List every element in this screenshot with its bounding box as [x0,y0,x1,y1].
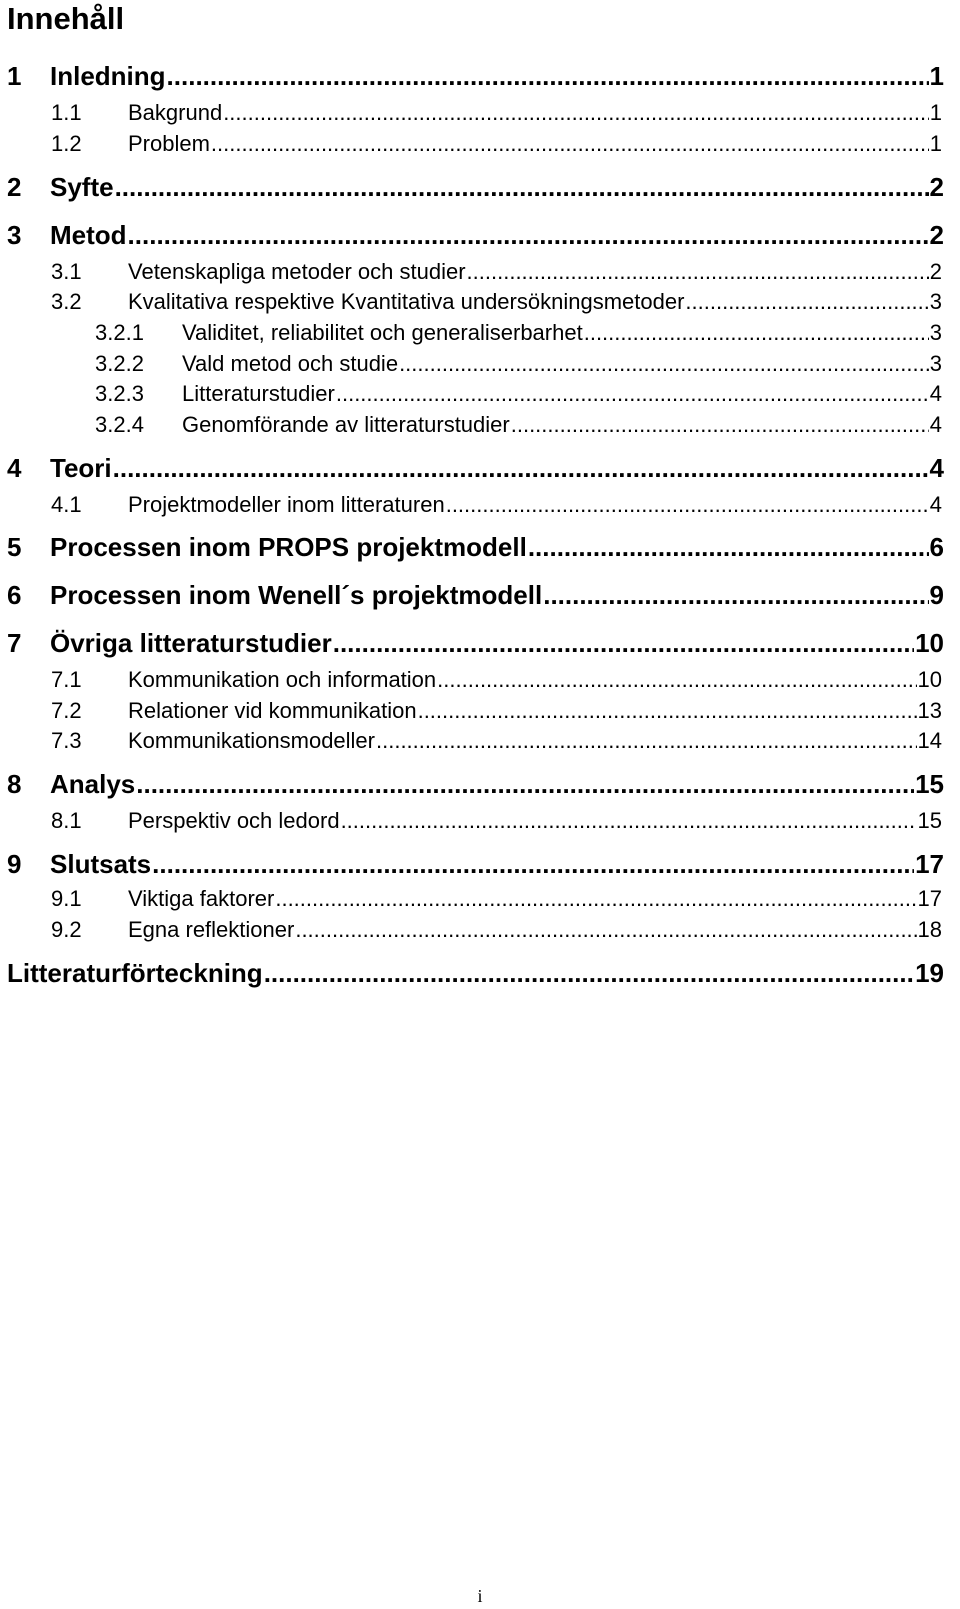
toc-entry[interactable] [0,886,960,911]
toc-entry-page: 2 [929,220,944,250]
toc-entry-page: 14 [917,728,942,753]
toc-dot-leader [685,289,928,314]
toc-entry-page: 1 [929,61,944,91]
toc-entry-title: Problem [128,131,210,156]
toc-entry-title: Perspektiv och ledord [128,808,340,833]
toc-entry-page: 17 [915,849,944,879]
page-title: Innehåll [7,1,125,36]
toc-entry[interactable] [0,100,960,125]
toc-entry[interactable] [0,320,960,345]
toc-dot-leader [333,629,914,659]
page-number-footer: i [477,1586,483,1606]
toc-entry-page: 10 [915,628,944,658]
toc-entry-number: 1.2 [51,131,82,156]
toc-entry[interactable] [0,62,960,92]
toc-entry-page: 9 [929,580,944,610]
toc-dot-leader [211,131,929,156]
toc-entry-title: Egna reflektioner [128,917,295,942]
toc-entry-number: 7 [7,628,22,658]
toc-entry-number: 9.2 [51,917,82,942]
toc-dot-leader [128,221,929,251]
toc-entry-page: 18 [917,917,942,942]
toc-entry-page: 1 [929,100,942,125]
toc-entry-title: Genomförande av litteraturstudier [182,412,510,437]
toc-dot-leader [341,808,917,833]
toc-entry-title: Vetenskapliga metoder och studier [128,259,466,284]
toc-entry[interactable] [0,492,960,517]
toc-entry-page: 13 [917,698,942,723]
toc-entry-title: Kvalitativa respektive Kvantitativa undersökningsmetoder [128,289,685,314]
toc-entry-title: Vald metod och studie [182,351,399,376]
toc-entry[interactable] [0,381,960,406]
toc-entry-page: 4 [929,492,942,517]
toc-entry-page: 2 [929,259,942,284]
toc-entry-number: 3.2.1 [95,320,144,345]
toc-entry-page: 4 [929,412,942,437]
toc-dot-leader [467,259,929,284]
toc-entry-number: 1.1 [51,100,82,125]
toc-dot-leader [264,959,914,989]
toc-entry-page: 3 [929,320,942,345]
toc-entry-number: 3.1 [51,259,82,284]
toc-entry-number: 9.1 [51,886,82,911]
toc-entry[interactable] [0,221,960,251]
toc-entry[interactable] [0,808,960,833]
toc-entry-page: 10 [917,667,942,692]
toc-entry-page: 4 [929,453,944,483]
toc-dot-leader [418,698,917,723]
toc-entry-number: 4.1 [51,492,82,517]
toc-entry-page: 1 [929,131,942,156]
toc-dot-leader [275,886,916,911]
toc-entry[interactable] [0,533,960,563]
toc-entry-number: 3.2 [51,289,82,314]
toc-entry-number: 1 [7,61,22,91]
toc-entry-number: 3.2.4 [95,412,144,437]
toc-entry-number: 8.1 [51,808,82,833]
toc-dot-leader [528,533,929,563]
toc-dot-leader [336,381,929,406]
toc-entry-number: 7.2 [51,698,82,723]
toc-entry[interactable] [0,173,960,203]
toc-entry[interactable] [0,770,960,800]
toc-entry-title: Processen inom PROPS projektmodell [50,532,527,562]
toc-entry-page: 17 [917,886,942,911]
toc-entry-page: 15 [915,769,944,799]
toc-dot-leader [167,62,929,92]
toc-entry-title: Kommunikation och information [128,667,437,692]
toc-entry[interactable] [0,959,960,989]
toc-dot-leader [136,770,914,800]
toc-entry[interactable] [0,667,960,692]
toc-entry-title: Metod [50,220,127,250]
toc-entry-title: Litteraturförteckning [7,958,263,988]
toc-entry[interactable] [0,454,960,484]
toc-entry[interactable] [0,581,960,611]
toc-entry-page: 6 [929,532,944,562]
toc-entry-number: 4 [7,453,22,483]
toc-entry-page: 4 [929,381,942,406]
toc-entry[interactable] [0,917,960,942]
toc-entry-title: Bakgrund [128,100,223,125]
toc-dot-leader [437,667,916,692]
toc-entry[interactable] [0,289,960,314]
toc-entry-title: Processen inom Wenell´s projektmodell [50,580,543,610]
toc-entry[interactable] [0,351,960,376]
toc-entry-page: 3 [929,351,942,376]
toc-dot-leader [376,728,917,753]
toc-entry-title: Syfte [50,172,114,202]
toc-entry-number: 9 [7,849,22,879]
toc-entry[interactable] [0,728,960,753]
toc-dot-leader [115,173,929,203]
toc-entry-title: Inledning [50,61,166,91]
toc-entry[interactable] [0,629,960,659]
toc-entry[interactable] [0,698,960,723]
toc-entry-title: Relationer vid kommunikation [128,698,417,723]
toc-entry-number: 3.2.2 [95,351,144,376]
toc-entry-title: Slutsats [50,849,152,879]
toc-entry[interactable] [0,850,960,880]
toc-entry-page: 19 [915,958,944,988]
toc-entry[interactable] [0,259,960,284]
toc-dot-leader [543,581,928,611]
toc-entry-title: Analys [50,769,136,799]
toc-entry[interactable] [0,412,960,437]
toc-entry-number: 6 [7,580,22,610]
toc-entry-title: Litteraturstudier [182,381,335,406]
toc-entry-number: 2 [7,172,22,202]
toc-dot-leader [446,492,929,517]
toc-entry[interactable] [0,131,960,156]
toc-entry-title: Övriga litteraturstudier [50,628,332,658]
toc-entry-title: Kommunikationsmodeller [128,728,375,753]
toc-dot-leader [223,100,929,125]
toc-dot-leader [152,850,914,880]
toc-dot-leader [584,320,929,345]
toc-entry-number: 7.3 [51,728,82,753]
toc-entry-title: Validitet, reliabilitet och generaliserbarhet [182,320,583,345]
toc-entry-title: Viktiga faktorer [128,886,275,911]
toc-entry-number: 5 [7,532,22,562]
toc-entry-number: 7.1 [51,667,82,692]
toc-dot-leader [113,454,929,484]
toc-entry-page: 3 [929,289,942,314]
toc-entry-title: Projektmodeller inom litteraturen [128,492,445,517]
toc-entry-number: 8 [7,769,22,799]
toc-entry-title: Teori [50,453,112,483]
toc-entry-page: 15 [917,808,942,833]
toc-dot-leader [511,412,929,437]
toc-dot-leader [399,351,929,376]
toc-entry-number: 3.2.3 [95,381,144,406]
toc-entry-page: 2 [929,172,944,202]
toc-dot-leader [295,917,916,942]
toc-entry-number: 3 [7,220,22,250]
